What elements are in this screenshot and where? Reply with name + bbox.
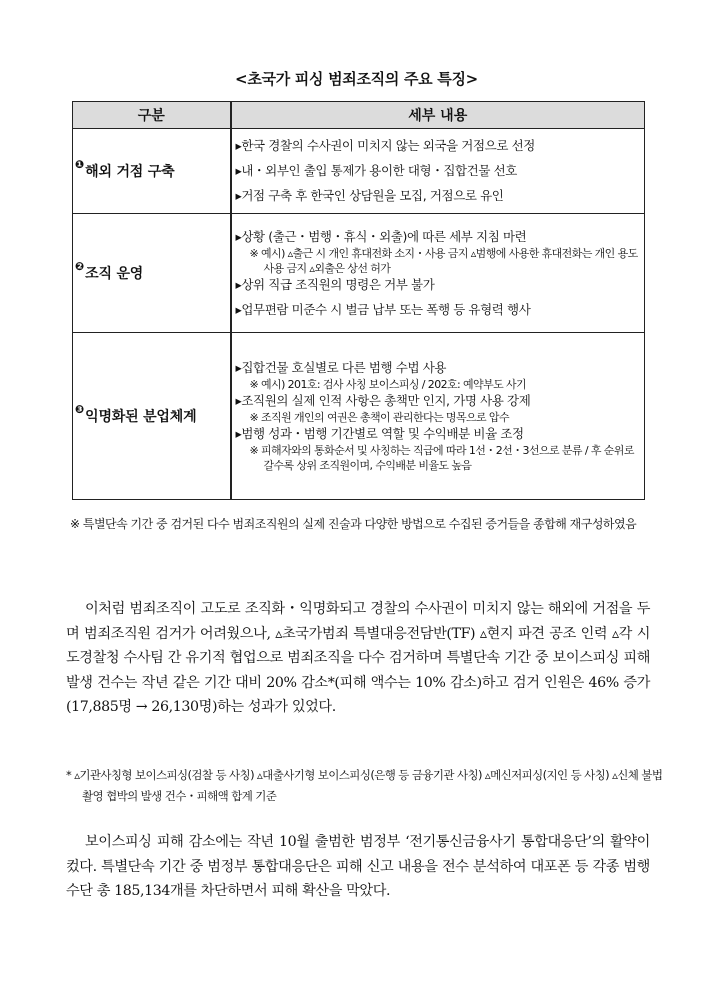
- details-cell: [231, 214, 645, 333]
- detail-sub-note: ※ 피해자와의 통화순서 및 사칭하는 직급에 따라 1선・2선・3선으로 분류 / 후 순위로 갈수록 상위 조직원이며, 수익배분 비율도 높음: [249, 444, 634, 472]
- detail-sub-note: ※ 조직원 개인의 여권은 총책이 관리한다는 명목으로 압수: [249, 411, 509, 424]
- table-header-row: [73, 102, 645, 129]
- category-label: 조직 운영: [85, 266, 144, 282]
- detail-sub-note: ※ 예시) ▵출근 시 개인 휴대전화 소지・사용 금지 ▵범행에 사용한 휴대전화는 개인 용도 사용 금지 ▵외출은 상선 허가: [249, 246, 638, 275]
- detail-sub-note: ※ 예시) 201호: 검사 사칭 보이스피싱 / 202호: 예약부도 사기: [249, 378, 527, 391]
- number-badge: ❷: [75, 260, 85, 273]
- detail-item: ▸집합건물 호실별로 다른 범행 수법 사용: [235, 360, 447, 375]
- category-cell: [73, 214, 231, 333]
- table-row: [73, 333, 645, 500]
- category-cell: [73, 129, 231, 214]
- table-note: ※ 특별단속 기간 중 검거된 다수 범죄조직원의 실제 진술과 다양한 방법으로 수집된 증거들을 종합해 재구성하였음: [70, 517, 637, 531]
- detail-item: ▸업무편람 미준수 시 벌금 납부 또는 폭행 등 유형력 행사: [235, 301, 531, 317]
- table-row: [73, 129, 645, 214]
- header-details: 세부 내용: [231, 102, 645, 129]
- category-label: 해외 거점 구축: [85, 164, 175, 180]
- detail-item: ▸상황 (출근・범행・휴식・외출)에 따른 세부 지침 마련: [235, 228, 527, 244]
- detail-item: ▸범행 성과・범행 기간별로 역할 및 수익배분 비율 조정: [235, 426, 524, 441]
- footnote: * ▵기관사칭형 보이스피싱(검찰 등 사칭) ▵대출사기형 보이스피싱(은행 등 금융기관 사칭) ▵메신저피싱(지인 등 사칭) ▵신체 불법 촬영 협박의 발생 건수・피해액 합계 기준: [66, 768, 663, 803]
- detail-item: ▸한국 경찰의 수사권이 미치지 않는 외국을 거점으로 선정: [235, 138, 535, 153]
- number-badge: ❸: [75, 403, 85, 416]
- category-label: 익명화된 분업체계: [85, 409, 197, 425]
- features-table: [72, 101, 645, 500]
- table-row: [73, 214, 645, 333]
- details-cell: [231, 333, 645, 500]
- detail-item: ▸조직원의 실제 인적 사항은 총책만 인지, 가명 사용 강제: [235, 393, 531, 408]
- body-paragraph-1: 이처럼 범죄조직이 고도로 조직화・익명화되고 경찰의 수사권이 미치지 않는 해외에 거점을 두며 범죄조직원 검거가 어려웠으나, ▵초국가범죄 특별대응전담반(TF) ▵현지 파견 공조 인력 ▵각 시도경찰청 수사팀 간 유기적 협업으로 범죄조직을 다수 검거하며 특별단속 기간 중 보이스피싱 피해 발생 건수는 작년 같은 기간 대비 20% 감소*(피해 액수는 10% 감소)하고 검거 인원은 46% 증가(17,885명 → 26,130명)하는 성과가 있었다.: [66, 601, 650, 715]
- body-paragraph-2: 보이스피싱 피해 감소에는 작년 10월 출범한 범정부 ‘전기통신금융사기 통합대응단’의 활약이 컸다. 특별단속 기간 중 범정부 통합대응단은 피해 신고 내용을 전수 분석하여 대포폰 등 각종 범행 수단 총 185,134개를 차단하면서 피해 확산을 막았다.: [66, 834, 650, 899]
- detail-item: ▸거점 구축 후 한국인 상담원을 모집, 거점으로 유인: [235, 188, 504, 203]
- header-category: 구분: [73, 102, 231, 129]
- detail-item: ▸상위 직급 조직원의 명령은 거부 불가: [235, 276, 435, 292]
- number-badge: ❶: [75, 158, 85, 171]
- table-title: <초국가 피싱 범죄조직의 주요 특징>: [235, 70, 478, 88]
- detail-item: ▸내・외부인 출입 통제가 용이한 대형・집합건물 선호: [235, 163, 517, 178]
- details-cell: [231, 129, 645, 214]
- category-cell: [73, 333, 231, 500]
